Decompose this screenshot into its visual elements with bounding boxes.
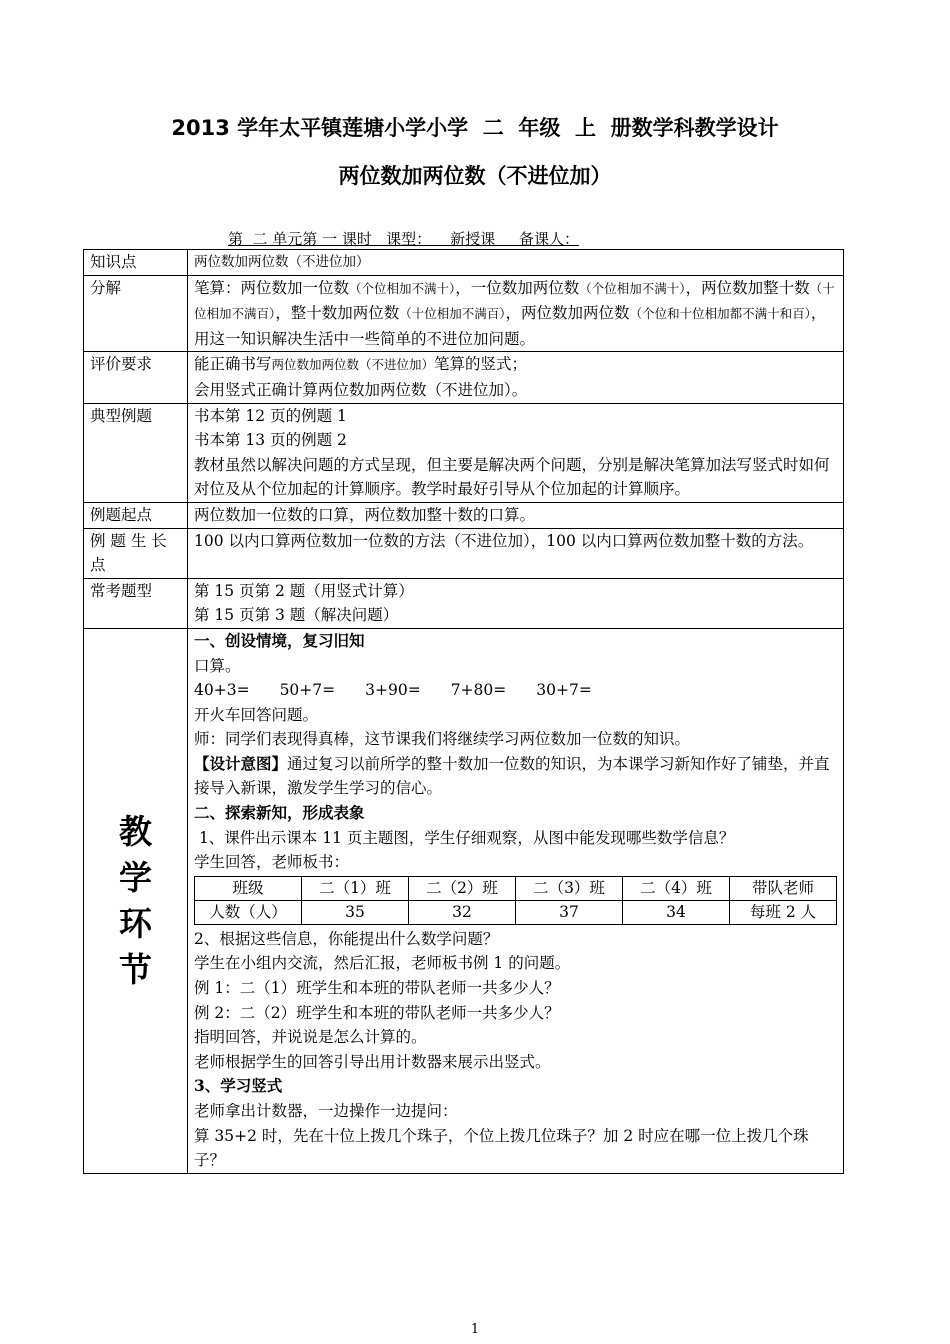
class-table-row bbox=[195, 900, 837, 924]
example-question: 例 2：二（2）班学生和本班的带队老师一共多少人？ bbox=[194, 1003, 560, 1022]
decompose-text: ，两位数加整十数 bbox=[685, 278, 810, 297]
class-table-cell: 二（3）班 bbox=[516, 876, 623, 900]
class-table-cell: 带队老师 bbox=[730, 876, 837, 900]
teaching-text: 老师根据学生的回答引导出用计数器来展示出竖式。 bbox=[194, 1052, 551, 1071]
label-evaluation: 评价要求 bbox=[84, 352, 188, 403]
decompose-note: （十位相加不满百） bbox=[194, 280, 835, 322]
teaching-label-char: 教 bbox=[119, 811, 152, 851]
value-evaluation bbox=[188, 352, 844, 403]
teaching-label-char: 学 bbox=[119, 857, 152, 897]
value-examples bbox=[188, 403, 844, 502]
oral-calc-label: 口算。 bbox=[194, 656, 241, 675]
label-start: 例题起点 bbox=[84, 502, 188, 528]
label-growth: 例 题 生 长 点 bbox=[84, 528, 188, 578]
equation: 30+7= bbox=[536, 681, 592, 700]
design-intent bbox=[194, 752, 837, 801]
equation: 3+90= bbox=[365, 681, 421, 700]
intent-tag: 【设计意图】 bbox=[194, 753, 288, 773]
class-table-cell: 34 bbox=[623, 900, 730, 924]
evaluation-text: 能正确书写 bbox=[194, 355, 272, 374]
section-2-heading: 二、探索新知，形成表象 bbox=[194, 803, 365, 823]
class-count-table bbox=[194, 876, 837, 925]
teaching-label-char: 环 bbox=[119, 903, 152, 943]
decompose-note: （个位相加不满十） bbox=[349, 280, 456, 296]
label-examples: 典型例题 bbox=[84, 403, 188, 502]
row-growth bbox=[84, 528, 844, 578]
row-knowledge bbox=[84, 250, 844, 276]
decompose-note: （个位和十位相加都不满十和百） bbox=[629, 306, 811, 322]
teaching-text: 指明回答，并说说是怎么计算的。 bbox=[194, 1028, 427, 1047]
value-exam bbox=[188, 578, 844, 628]
evaluation-line bbox=[194, 352, 837, 378]
example-line: 书本第 12 页的例题 1 bbox=[194, 406, 347, 425]
equation-line bbox=[194, 678, 837, 703]
value-start: 两位数加一位数的口算，两位数加整十数的口算。 bbox=[188, 502, 844, 528]
decompose-text: ，用这一知识解决生活中一些简单的不进位加问题。 bbox=[194, 304, 827, 348]
teaching-text: 2、根据这些信息，你能提出什么数学问题？ bbox=[194, 929, 499, 948]
example-question: 例 1：二（1）班学生和本班的带队老师一共多少人？ bbox=[194, 979, 560, 998]
lesson-meta: 第 二 单元第 一 课时 课型： 新授课 备课人： bbox=[228, 230, 580, 248]
row-evaluation bbox=[84, 352, 844, 403]
teaching-text: 算 35+2 时，先在十位上拨几个珠子，个位上拨几位珠子？加 2 时应在哪一位上拨几个珠子？ bbox=[194, 1126, 809, 1170]
row-examples bbox=[84, 403, 844, 502]
label-teaching bbox=[84, 628, 188, 1173]
row-exam bbox=[84, 578, 844, 628]
example-description: 教材虽然以解决问题的方式呈现，但主要是解决两个问题，分别是解决笔算加法写竖式时如何对位及从个位加起的计算顺序。教学时最好引导从个位加起的计算顺序。 bbox=[194, 455, 830, 499]
exam-line: 第 15 页第 3 题（解决问题） bbox=[194, 606, 399, 625]
equation: 7+80= bbox=[450, 681, 507, 700]
value-growth: 100 以内口算两位数加一位数的方法（不进位加），100 以内口算两位数加整十数的方法。 bbox=[188, 528, 844, 578]
class-table-cell: 37 bbox=[516, 900, 623, 924]
lesson-plan-table bbox=[83, 249, 844, 1174]
label-decompose: 分解 bbox=[84, 275, 188, 352]
row-teaching bbox=[84, 628, 844, 1173]
evaluation-note: 两位数加两位数（不进位加） bbox=[271, 357, 435, 373]
decompose-note: （十位相加不满百） bbox=[399, 306, 506, 322]
teaching-text: 学生回答，老师板书： bbox=[194, 853, 350, 872]
value-knowledge: 两位数加两位数（不进位加） bbox=[188, 250, 844, 276]
teaching-text: 开火车回答问题。 bbox=[194, 705, 319, 724]
teaching-text: 师：同学们表现得真棒，这节课我们将继续学习两位数加一位数的知识。 bbox=[194, 730, 691, 749]
document-subtitle: 两位数加两位数（不进位加） bbox=[338, 164, 612, 188]
evaluation-text: 笔算的竖式； bbox=[434, 355, 528, 374]
page-number: 1 bbox=[470, 1322, 480, 1337]
value-decompose bbox=[188, 275, 844, 352]
label-knowledge: 知识点 bbox=[84, 250, 188, 276]
exam-line: 第 15 页第 2 题（用竖式计算） bbox=[194, 581, 414, 600]
teaching-text: 老师拿出计数器，一边操作一边提问： bbox=[194, 1102, 458, 1120]
row-decompose bbox=[84, 275, 844, 352]
equation: 50+7= bbox=[279, 681, 336, 700]
decompose-text: ，整十数加两位数 bbox=[275, 304, 400, 323]
decompose-note: （个位相加不满十） bbox=[579, 280, 686, 296]
decompose-text: ，两位数加两位数 bbox=[505, 304, 630, 323]
evaluation-line: 会用竖式正确计算两位数加两位数（不进位加）。 bbox=[194, 380, 528, 399]
row-start bbox=[84, 502, 844, 528]
class-table-cell: 二（2）班 bbox=[409, 876, 516, 900]
section-1-heading: 一、创设情境，复习旧知 bbox=[194, 630, 365, 650]
class-table-cell: 二（4）班 bbox=[623, 876, 730, 900]
section-3-heading: 3、学习竖式 bbox=[194, 1076, 283, 1096]
label-exam: 常考题型 bbox=[84, 578, 188, 628]
decompose-text: ，一位数加两位数 bbox=[455, 278, 580, 297]
class-table-header bbox=[195, 876, 837, 900]
decompose-text: 笔算：两位数加一位数 bbox=[194, 278, 350, 297]
intent-text: 通过复习以前所学的整十数加一位数的知识，为本课学习新知作好了铺垫，并直接导入新课，激发学生学习的信心。 bbox=[194, 754, 830, 798]
class-table-cell: 35 bbox=[302, 900, 409, 924]
teaching-text: 学生在小组内交流，然后汇报，老师板书例 1 的问题。 bbox=[194, 954, 571, 973]
class-table-cell: 32 bbox=[409, 900, 516, 924]
equation: 40+3= bbox=[194, 681, 250, 700]
teaching-text: 1、课件出示课本 11 页主题图，学生仔细观察，从图中能发现哪些数学信息？ bbox=[194, 828, 735, 847]
class-table-cell: 人数（人） bbox=[195, 900, 302, 924]
class-table-cell: 二（1）班 bbox=[302, 876, 409, 900]
teaching-label-char: 节 bbox=[119, 949, 152, 989]
class-table-cell: 每班 2 人 bbox=[730, 900, 837, 924]
example-line: 书本第 13 页的例题 2 bbox=[194, 431, 347, 450]
value-teaching bbox=[188, 628, 844, 1173]
document-title: 2013 学年太平镇莲塘小学小学 二 年级 上 册数学科教学设计 bbox=[171, 116, 779, 140]
class-table-cell: 班级 bbox=[195, 876, 302, 900]
